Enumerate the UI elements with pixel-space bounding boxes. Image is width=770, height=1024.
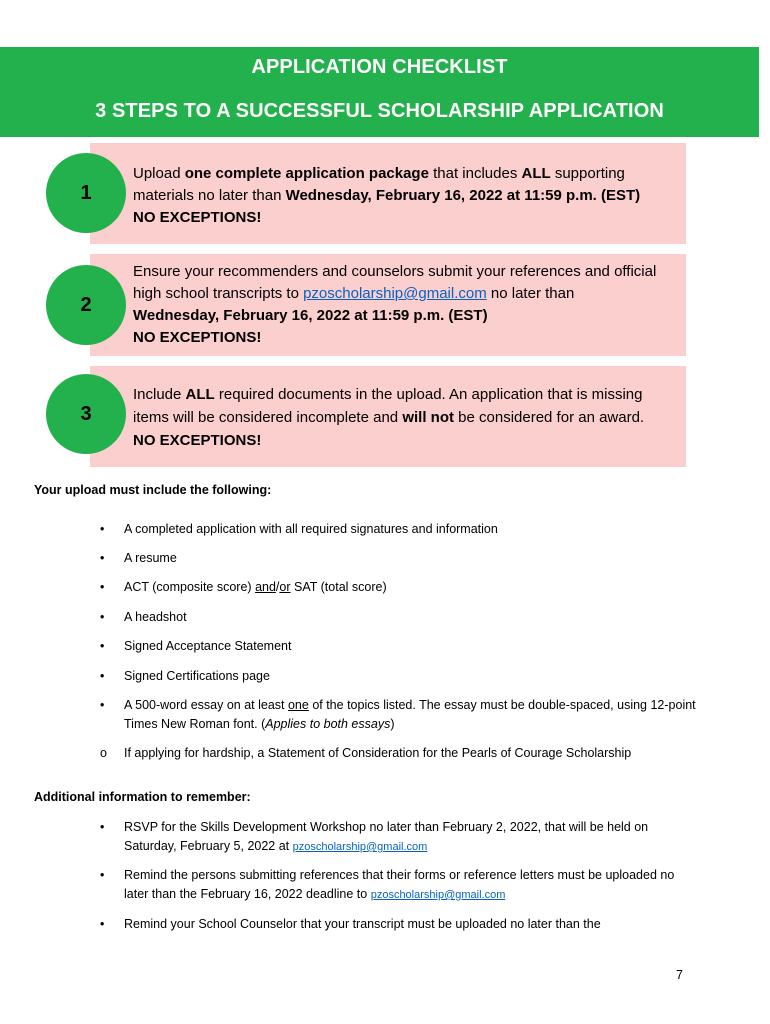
step-3-number-badge: 3 — [46, 374, 126, 454]
page-subtitle: 3 STEPS TO A SUCCESSFUL SCHOLARSHIP APPLICATION — [95, 100, 664, 122]
email-link[interactable]: pzoscholarship@gmail.com — [292, 841, 428, 853]
step-1-number-badge: 1 — [46, 153, 126, 233]
page-number: 7 — [676, 968, 683, 982]
step-2-text: Ensure your recommenders and counselors submit your references and official high school transcripts to pzoscholarship@gmail.com no later than Wednesday, February 16, 2022 at 11:59 p.m. (EST) NO EXCEPTIONS! — [133, 263, 657, 346]
step-3-box — [90, 366, 686, 467]
upload-section-heading: Your upload must include the following: — [34, 483, 272, 497]
step-1-box — [90, 143, 686, 244]
email-link[interactable]: pzoscholarship@gmail.com — [370, 889, 506, 901]
additional-section-heading: Additional information to remember: — [34, 790, 251, 804]
header-banner — [0, 47, 759, 137]
step-2-box — [90, 254, 686, 356]
step-3-text: Include ALL required documents in the upload. An application that is missing items will be considered incomplete and will not be considered for an award. NO EXCEPTIONS! — [133, 386, 645, 449]
page-title: APPLICATION CHECKLIST — [251, 56, 508, 78]
step-1-text: Upload one complete application package that includes ALL supporting materials no later than Wednesday, February 16, 2022 at 11:59 p.m. (EST) NO EXCEPTIONS! — [133, 165, 641, 226]
email-link[interactable]: pzoscholarship@gmail.com — [303, 285, 487, 302]
step-2-number-badge: 2 — [46, 265, 126, 345]
